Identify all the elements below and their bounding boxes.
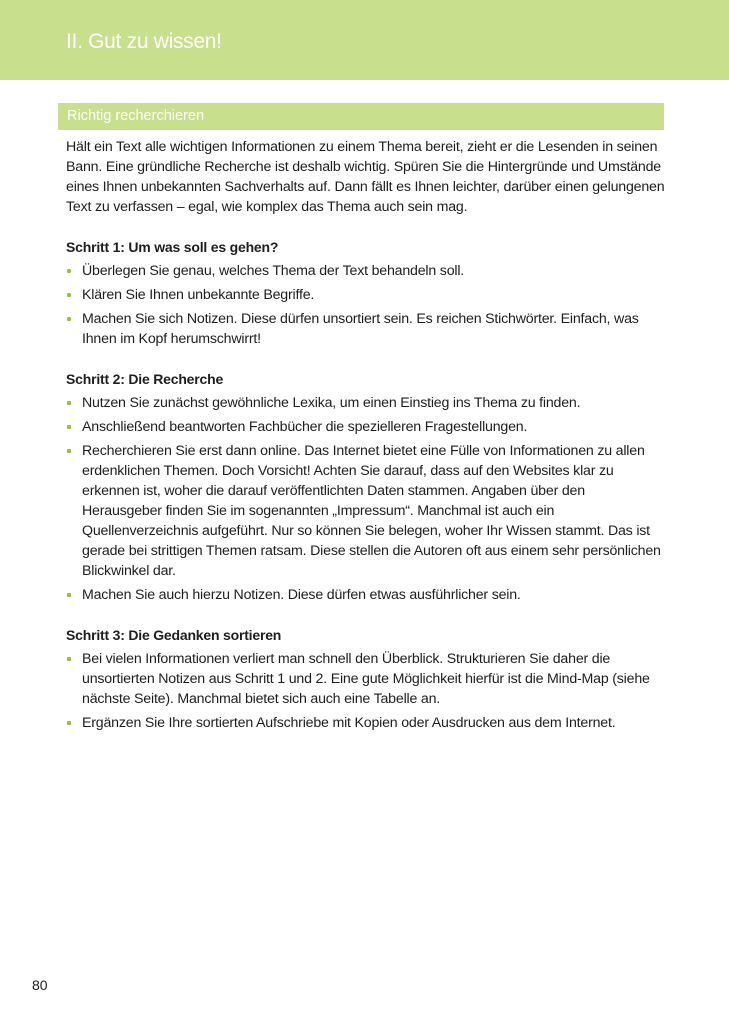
list-item xyxy=(66,585,666,605)
chapter-header xyxy=(0,0,729,80)
list-item-text: Klären Sie Ihnen unbekannte Begriffe. xyxy=(82,287,315,303)
page-number: 80 xyxy=(32,977,48,993)
list-item xyxy=(66,713,666,733)
bullet-icon xyxy=(67,425,71,429)
page-content xyxy=(66,137,666,753)
list-item-text: Machen Sie sich Notizen. Diese dürfen unsortiert sein. Es reichen Stichwörter. Einfach, was Ihnen im Kopf herumschwirrt! xyxy=(82,311,639,347)
step-heading: Schritt 2: Die Recherche xyxy=(66,371,224,387)
list-item-text: Bei vielen Informationen verliert man schnell den Überblick. Strukturieren Sie daher die unsortierten Notizen aus Schritt 1 und 2. Eine gute Möglichkeit hierfür ist die Mind-Map (siehe nächste Seite). Manchmal bietet sich auch eine Tabelle an. xyxy=(82,651,650,707)
step-list xyxy=(66,261,666,349)
chapter-title: II. Gut zu wissen! xyxy=(66,30,222,53)
list-item xyxy=(66,649,666,709)
list-item xyxy=(66,441,666,581)
bullet-icon xyxy=(67,293,71,297)
bullet-icon xyxy=(67,593,71,597)
list-item-text: Recherchieren Sie erst dann online. Das Internet bietet eine Fülle von Informationen zu allen erdenklichen Themen. Doch Vorsicht! Achten Sie darauf, dass auf den Websites klar zu erkennen ist, woher die darauf veröffentlichten Daten stammen. Angaben über den Herausgeber finden Sie im sogenannten „Impressum“. Manchmal ist auch ein Quellenverzeichnis aufgeführt. Nur so können Sie belegen, woher Ihr Wissen stammt. Das ist gerade bei strittigen Themen ratsam. Diese stellen die Autoren oft aus einem sehr persönlichen Blickwinkel dar. xyxy=(82,443,661,579)
list-item xyxy=(66,417,666,437)
list-item xyxy=(66,393,666,413)
bullet-icon xyxy=(67,401,71,405)
step-1 xyxy=(66,237,666,349)
section-header xyxy=(58,103,664,130)
step-2 xyxy=(66,369,666,605)
list-item xyxy=(66,261,666,281)
step-list xyxy=(66,649,666,733)
list-item-text: Anschließend beantworten Fachbücher die spezielleren Fragestellungen. xyxy=(82,419,528,435)
bullet-icon xyxy=(67,657,71,661)
bullet-icon xyxy=(67,317,71,321)
list-item-text: Nutzen Sie zunächst gewöhnliche Lexika, um einen Einstieg ins Thema zu finden. xyxy=(82,395,581,411)
step-3 xyxy=(66,625,666,733)
section-title: Richtig recherchieren xyxy=(67,108,205,124)
step-list xyxy=(66,393,666,605)
list-item xyxy=(66,285,666,305)
list-item-text: Überlegen Sie genau, welches Thema der Text behandeln soll. xyxy=(82,263,465,279)
step-heading: Schritt 3: Die Gedanken sortieren xyxy=(66,627,282,643)
list-item-text: Ergänzen Sie Ihre sortierten Aufschriebe mit Kopien oder Ausdrucken aus dem Internet. xyxy=(82,715,616,731)
list-item-text: Machen Sie auch hierzu Notizen. Diese dürfen etwas ausführlicher sein. xyxy=(82,587,521,603)
step-heading: Schritt 1: Um was soll es gehen? xyxy=(66,239,279,255)
intro-paragraph: Hält ein Text alle wichtigen Informationen zu einem Thema bereit, zieht er die Lesenden in seinen Bann. Eine gründliche Recherche ist deshalb wichtig. Spüren Sie die Hintergründe und Umstände eines Ihnen unbekannten Sachverhalts auf. Dann fällt es Ihnen leichter, darüber einen gelungenen Text zu verfassen – egal, wie komplex das Thema auch sein mag. xyxy=(66,139,665,215)
bullet-icon xyxy=(67,449,71,453)
bullet-icon xyxy=(67,721,71,725)
list-item xyxy=(66,309,666,349)
bullet-icon xyxy=(67,269,71,273)
